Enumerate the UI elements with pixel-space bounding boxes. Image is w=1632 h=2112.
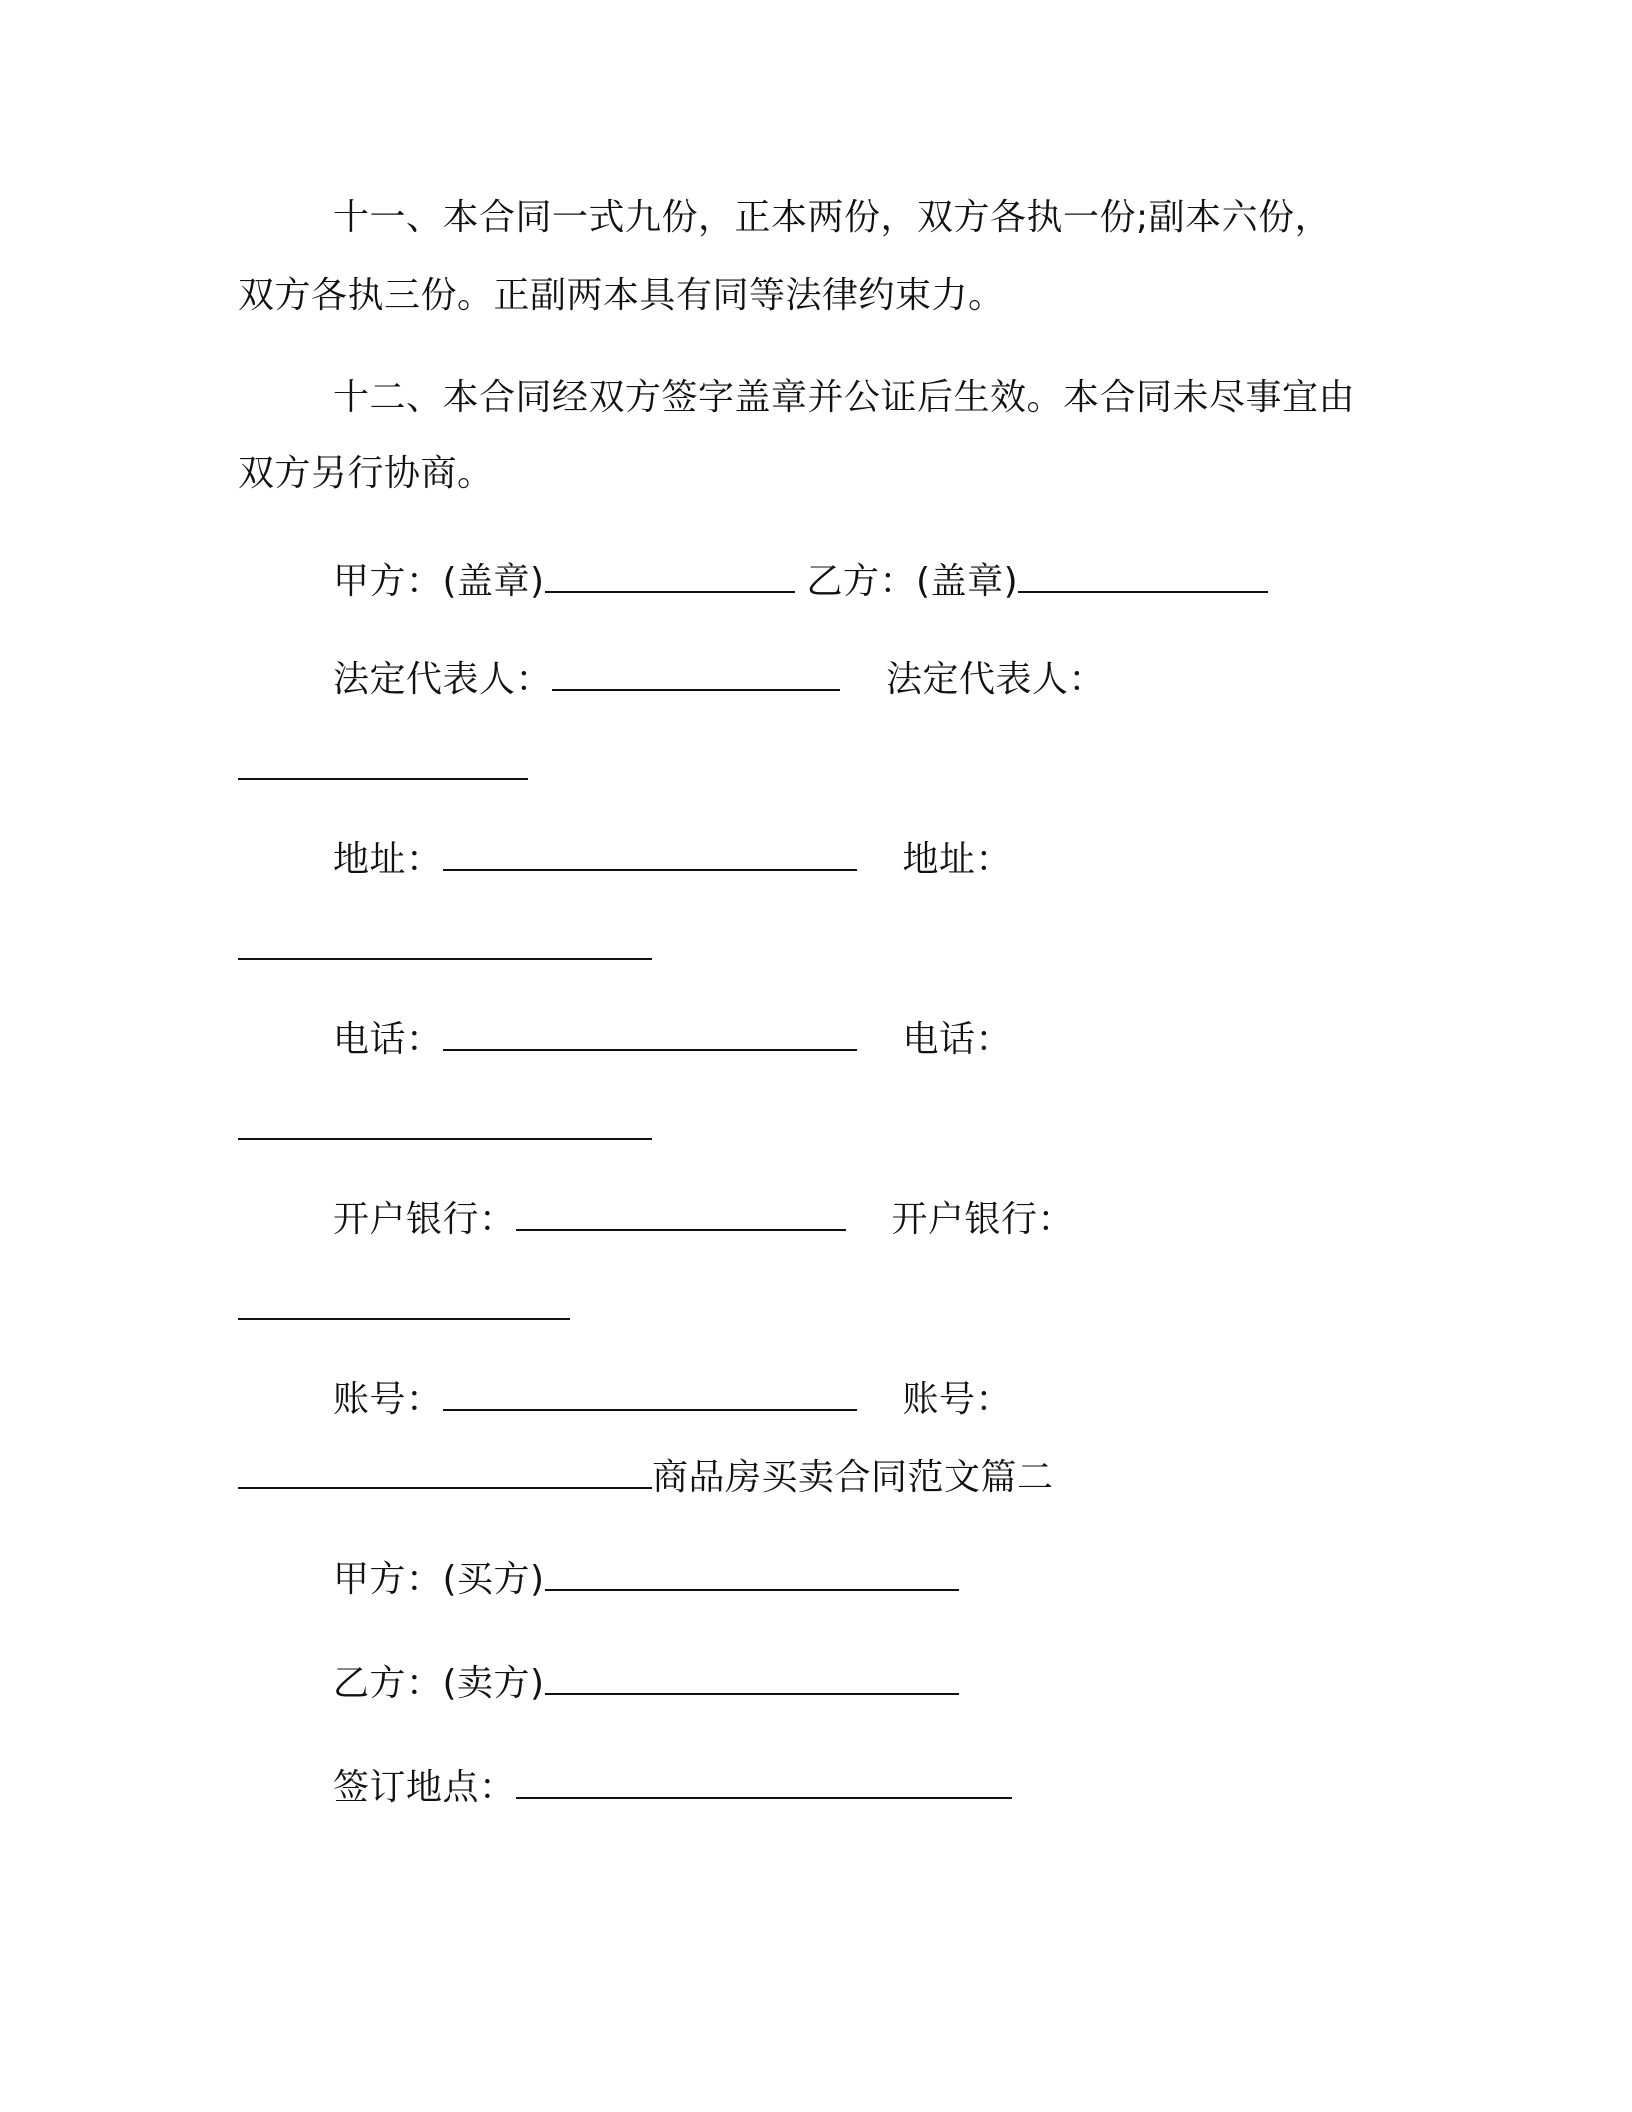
party-b-bank-label: 开户银行： bbox=[891, 1199, 1075, 1240]
party-b-address-blank[interactable] bbox=[238, 928, 652, 960]
party-b-address-label: 地址： bbox=[902, 839, 1013, 880]
party-b-bank-blank[interactable] bbox=[238, 1288, 570, 1320]
bank-row bbox=[333, 1198, 1074, 1242]
sign-place-row bbox=[333, 1766, 1012, 1810]
phone-row bbox=[333, 1018, 1012, 1062]
party-b-phone-blank[interactable] bbox=[238, 1108, 652, 1140]
party-b-legal-rep-label: 法定代表人： bbox=[886, 659, 1106, 700]
party-b-account-label: 账号： bbox=[902, 1379, 1013, 1420]
party-b-legal-rep-blank[interactable] bbox=[238, 748, 528, 780]
party-b-phone-label: 电话： bbox=[902, 1019, 1013, 1060]
party-a-account-label: 账号： bbox=[333, 1379, 443, 1420]
clause-12-line-1: 十二、本合同经双方签字盖章并公证后生效。本合同未尽事宜由 bbox=[333, 377, 1356, 418]
address-row bbox=[333, 838, 1012, 882]
account-continuation-row bbox=[238, 1456, 1054, 1500]
party-a-legal-rep-label: 法定代表人： bbox=[333, 659, 553, 700]
party-a-account-blank[interactable] bbox=[443, 1379, 857, 1411]
clause-11-line-1: 十一、本合同一式九份，正本两份，双方各执一份;副本六份， bbox=[333, 197, 1332, 238]
seller-blank[interactable] bbox=[545, 1663, 959, 1695]
sign-place-blank[interactable] bbox=[516, 1767, 1012, 1799]
party-a-seal-blank[interactable] bbox=[545, 561, 795, 593]
party-b-seal-blank[interactable] bbox=[1018, 561, 1268, 593]
clause-12-line-2: 双方另行协商。 bbox=[238, 453, 494, 494]
buyer-row bbox=[333, 1558, 959, 1602]
sign-place-label: 签订地点： bbox=[333, 1767, 516, 1808]
clause-11-line-2: 双方各执三份。正副两本具有同等法律约束力。 bbox=[238, 275, 1005, 316]
party-seal-row bbox=[333, 560, 1268, 604]
section-two-title: 商品房买卖合同范文篇二 bbox=[652, 1457, 1054, 1498]
party-b-account-blank[interactable] bbox=[238, 1457, 652, 1489]
party-a-address-label: 地址： bbox=[333, 839, 443, 880]
buyer-blank[interactable] bbox=[545, 1559, 959, 1591]
party-a-seal-label: 甲方：(盖章) bbox=[333, 561, 545, 602]
party-a-legal-rep-blank[interactable] bbox=[552, 659, 840, 691]
legal-rep-row bbox=[333, 658, 1105, 702]
party-a-phone-label: 电话： bbox=[333, 1019, 443, 1060]
party-a-bank-label: 开户银行： bbox=[333, 1199, 516, 1240]
seller-label: 乙方：(卖方) bbox=[333, 1663, 545, 1704]
party-a-phone-blank[interactable] bbox=[443, 1019, 857, 1051]
buyer-label: 甲方：(买方) bbox=[333, 1559, 545, 1600]
account-row bbox=[333, 1378, 1012, 1422]
seller-row bbox=[333, 1662, 959, 1706]
party-b-seal-label: 乙方：(盖章) bbox=[806, 561, 1019, 602]
party-a-address-blank[interactable] bbox=[443, 839, 857, 871]
party-a-bank-blank[interactable] bbox=[516, 1199, 846, 1231]
